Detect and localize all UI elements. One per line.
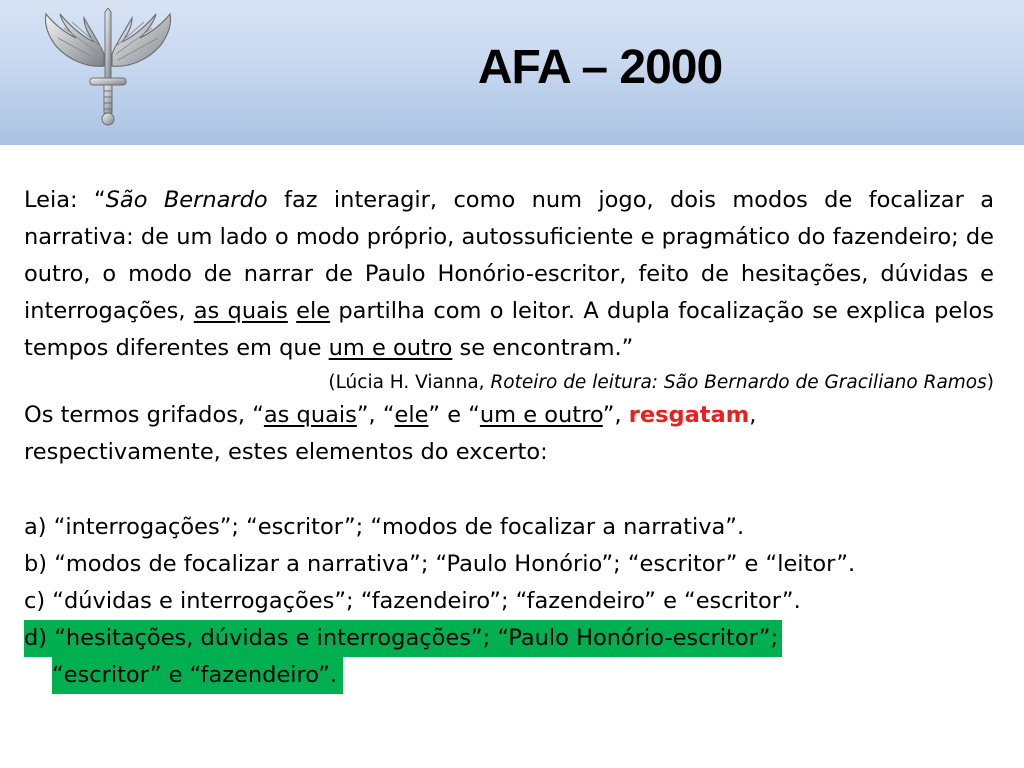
question-line-2: respectivamente, estes elementos do excerto: <box>24 439 548 465</box>
passage-text: partilha com o leitor. A dupla focalização se explica pelos tempos diferentes em que <box>24 298 994 361</box>
question-part: Os termos grifados, “ <box>24 402 264 428</box>
citation-work: Roteiro de leitura: São Bernardo de Graciliano Ramos <box>490 372 987 393</box>
citation-author: (Lúcia H. Vianna, <box>328 372 491 393</box>
passage-text: se encontram.” <box>452 335 634 361</box>
citation-close: ) <box>986 372 994 393</box>
underlined-term-as-quais: as quais <box>193 298 288 324</box>
option-a[interactable]: a) “interrogações”; “escritor”; “modos de focalizar a narrativa”. <box>24 514 745 540</box>
underlined-term-ele: ele <box>296 298 331 324</box>
slide-body <box>24 182 994 694</box>
option-b[interactable]: b) “modos de focalizar a narrativa”; “Paulo Honório”; “escritor” e “leitor”. <box>24 551 856 577</box>
winged-sword-emblem-icon <box>28 8 188 130</box>
quoted-passage <box>24 182 994 367</box>
slide-title: AFA – 2000 <box>477 41 723 94</box>
book-title: São Bernardo <box>105 187 268 213</box>
question-part: ”, “ <box>356 402 395 428</box>
passage-lead: Leia: “ <box>24 187 106 213</box>
question-part: ”, <box>602 402 629 428</box>
question-part: , <box>749 402 757 428</box>
option-d-line-1: d) “hesitações, dúvidas e interrogações”; “Paulo Honório-escritor”; <box>24 620 782 657</box>
citation <box>24 369 994 397</box>
spacer <box>24 471 994 509</box>
question-text <box>24 397 994 434</box>
option-c[interactable]: c) “dúvidas e interrogações”; “fazendeiro”; “fazendeiro” e “escritor”. <box>24 588 801 614</box>
option-d-line-2: “escritor” e “fazendeiro”. <box>52 657 343 694</box>
option-d-correct-answer[interactable] <box>24 620 994 694</box>
passage-text <box>288 298 296 324</box>
question-term: as quais <box>263 402 357 428</box>
question-term: um e outro <box>479 402 603 428</box>
underlined-term-um-e-outro: um e outro <box>328 335 453 361</box>
slide-header <box>0 0 1024 145</box>
question-term: ele <box>394 402 429 428</box>
question-part: ” e “ <box>428 402 480 428</box>
keyword-resgatam: resgatam <box>628 402 750 428</box>
passage-text: faz interagir, como num jogo, dois modos de focalizar a narrativa: de um lado o modo próprio, autossuficiente e pragmático do fazendeiro; de outro, o modo de narrar de Paulo Honório-escritor, feito de hesitações, dúvidas e interrogações, <box>24 187 994 324</box>
